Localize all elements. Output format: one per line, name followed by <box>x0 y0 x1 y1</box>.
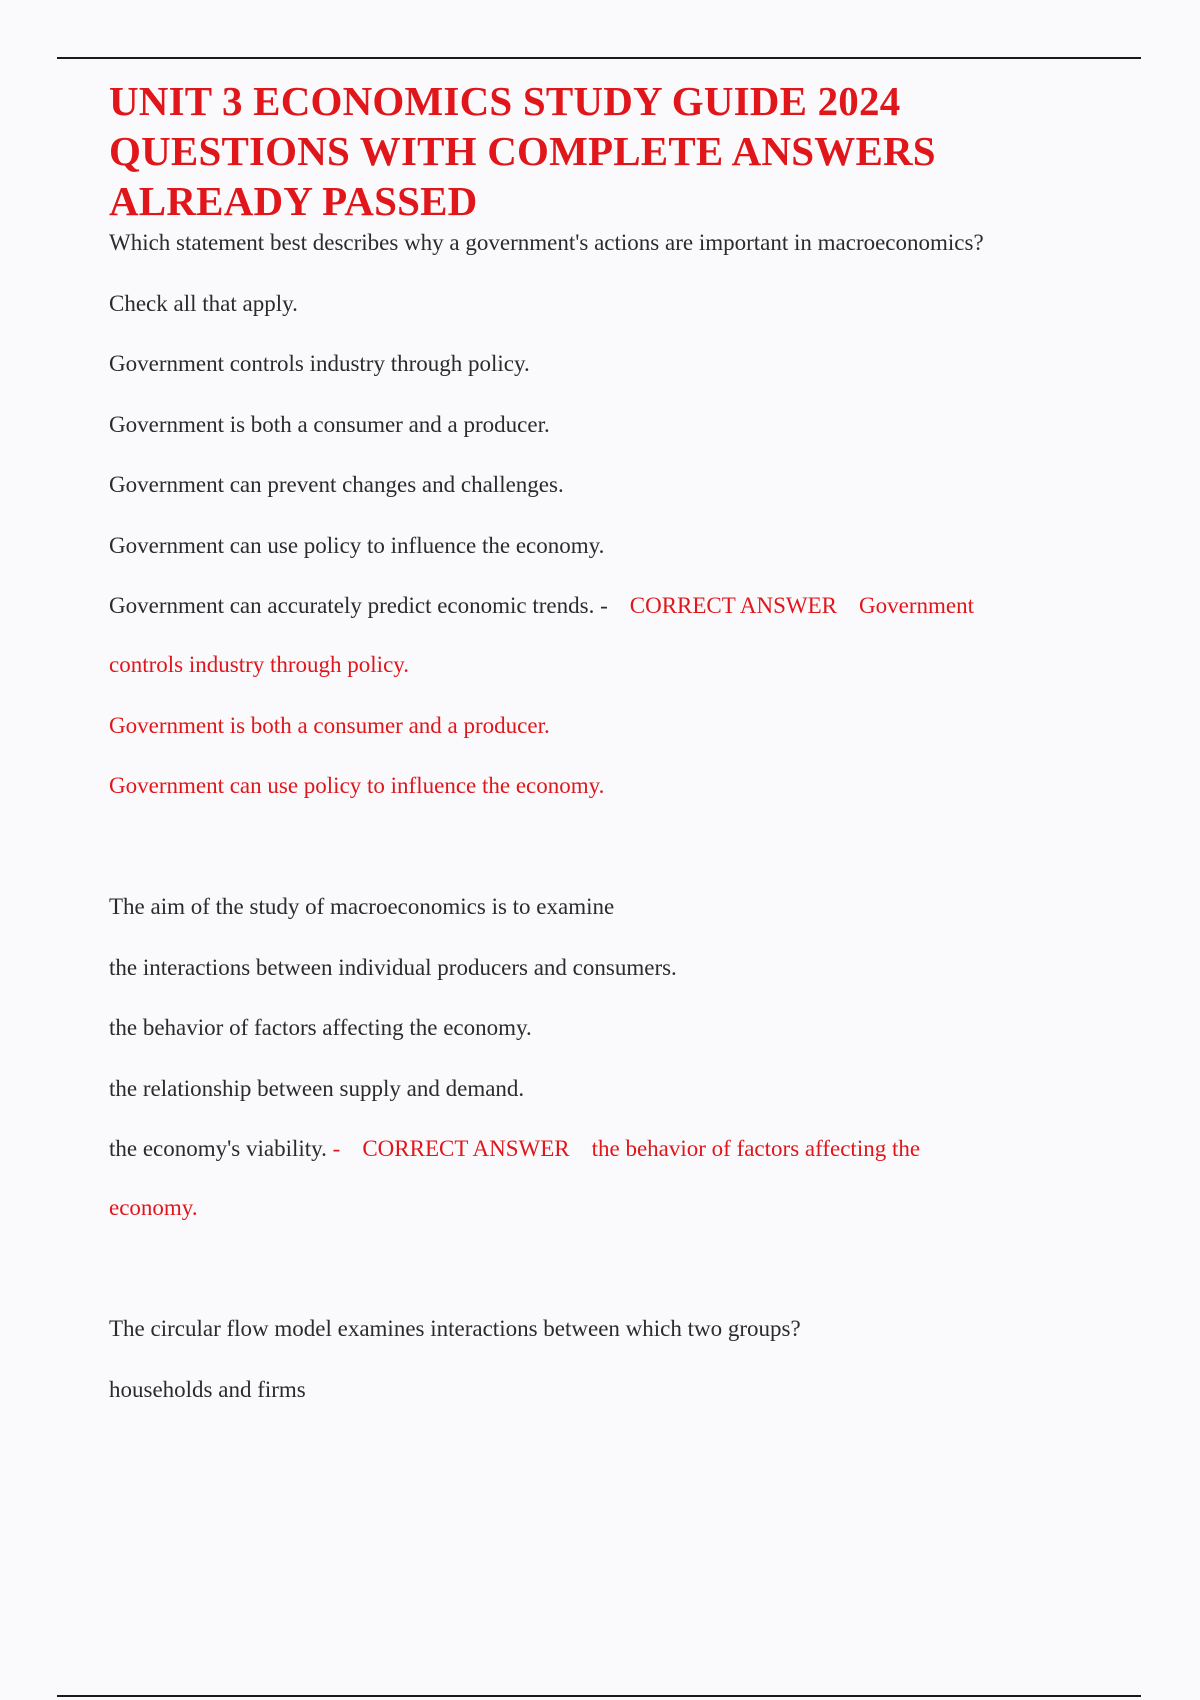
answer-text: economy. <box>109 1195 198 1220</box>
top-rule <box>57 57 1141 59</box>
correct-answer-label: CORRECT ANSWER <box>362 1136 570 1161</box>
question-2-option-with-answer <box>109 1134 1129 1164</box>
question-1-option: Government can accurately predict economic trends. - <box>109 593 608 618</box>
title-line-2: QUESTIONS WITH COMPLETE ANSWERS <box>109 128 936 174</box>
question-3-option: households and firms <box>109 1376 306 1402</box>
document-body <box>109 76 1129 1405</box>
answer-text: Government <box>859 593 974 618</box>
answer-text: Government can use policy to influence the economy. <box>109 773 605 798</box>
question-1-option: Government can prevent changes and challenges. <box>109 472 564 497</box>
answer-text: the behavior of factors affecting the <box>591 1136 921 1161</box>
question-1-option: Government can use policy to influence the economy. <box>109 532 605 558</box>
answer-dash: - <box>332 1136 341 1161</box>
question-2-option: the interactions between individual producers and consumers. <box>109 954 677 980</box>
question-1-option: Government controls industry through policy. <box>109 351 530 376</box>
question-1-option: Government is both a consumer and a producer. <box>109 411 550 437</box>
title-line-1: UNIT 3 ECONOMICS STUDY GUIDE 2024 <box>109 78 901 124</box>
answer-text: controls industry through policy. <box>109 652 410 677</box>
question-1: Which statement best describes why a government's actions are important in macroeconomics? <box>109 230 984 255</box>
question-3: The circular flow model examines interactions between which two groups? <box>109 1316 801 1341</box>
question-2: The aim of the study of macroeconomics is to examine <box>109 894 615 919</box>
title-line-3: ALREADY PASSED <box>109 178 478 224</box>
question-1-instruction: Check all that apply. <box>109 290 298 316</box>
bottom-rule <box>57 1695 1141 1697</box>
question-1-option-with-answer <box>109 591 1129 621</box>
question-2-option: the relationship between supply and demand. <box>109 1075 525 1101</box>
question-2-option: the behavior of factors affecting the economy. <box>109 1015 532 1040</box>
answer-text: Government is both a consumer and a producer. <box>109 712 550 738</box>
document-title <box>109 76 1129 226</box>
question-2-option: the economy's viability. <box>109 1136 327 1161</box>
correct-answer-label: CORRECT ANSWER <box>629 593 837 618</box>
